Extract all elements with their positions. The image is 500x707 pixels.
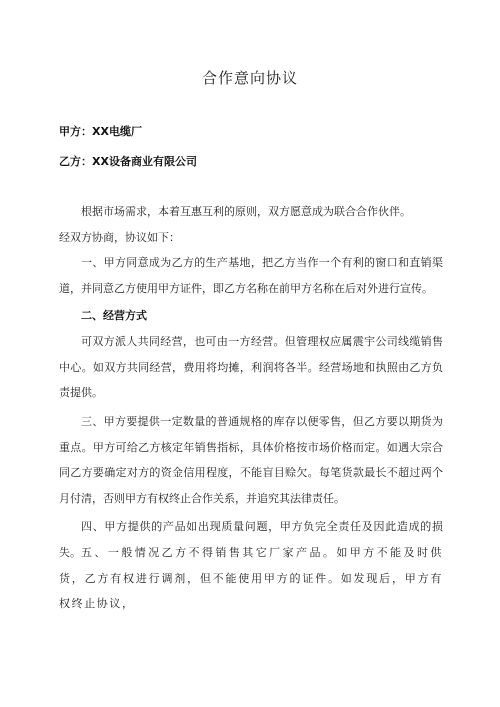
clause-3-paragraph: 三、甲方要提供一定数量的普通规格的库存以便零售，但乙方要以期货为重点。甲方可给乙方核定年销售指标，具体价格按市场价格而定。如遇大宗合同乙方要确定对方的资金信用程度，不能盲目赊欠。每笔货款最长不超过两个月付清，否则甲方有权终止合作关系，并追究其法律责任。: [59, 415, 443, 505]
clause-1-paragraph: 一、甲方同意成为乙方的生产基地，把乙方当作一个有利的窗口和直销渠道，并同意乙方使用甲方证件，即乙方名称在前甲方名称在后对外进行宣传。: [59, 256, 443, 295]
clause-2-heading: 二、经营方式: [81, 309, 147, 322]
clause-4-paragraph: 四、甲方提供的产品如出现质量问题，甲方负完全责任及因此造成的损失。: [59, 520, 443, 559]
party-b-line: 乙方：XX设备商业有限公司: [59, 155, 197, 168]
party-a-line: 甲方：XX电缆厂: [59, 125, 142, 138]
agreement-line: 经双方协商，协议如下：: [59, 231, 180, 244]
intro-paragraph: 根据市场需求，本着互惠互利的原则，双方愿意成为联合合作伙伴。: [81, 205, 411, 218]
clause-5-paragraph: 五、一般情况乙方不得销售其它厂家产品。如甲方不能及时供货，乙方有权进行调剂，但不能使用甲方的证件。如发现后，甲方有权终止协议，: [59, 546, 443, 610]
clause-2-paragraph: 可双方派人共同经营，也可由一方经营。但管理权应属震宇公司线缆销售中心。如双方共同经营，费用将均摊，利润将各半。经营场地和执照由乙方负责提供。: [59, 335, 443, 399]
document-title: 合作意向协议: [201, 69, 298, 87]
